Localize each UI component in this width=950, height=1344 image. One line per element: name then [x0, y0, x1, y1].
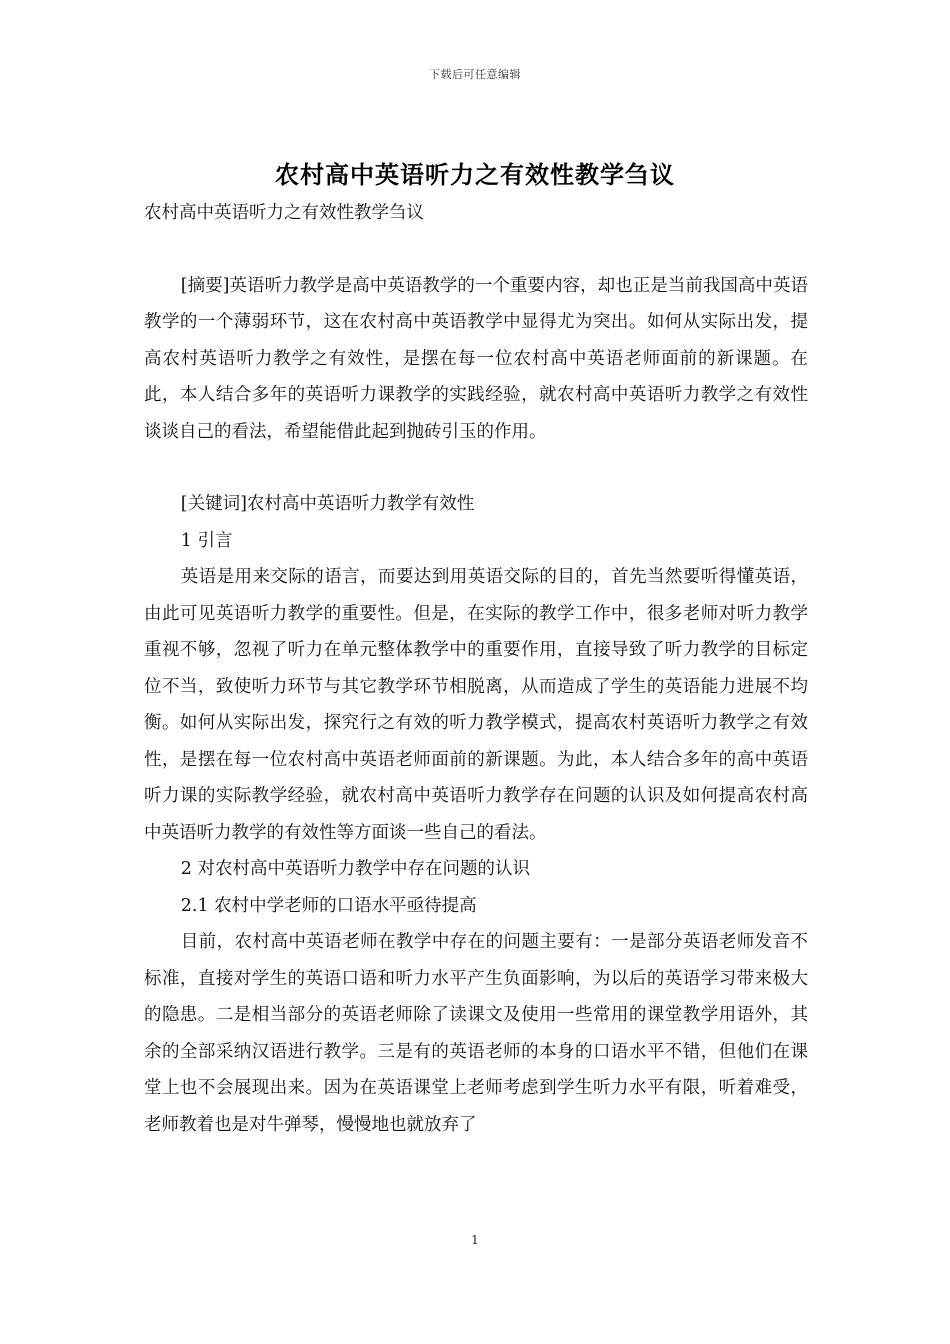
section-heading-1: 1 引言: [180, 530, 233, 551]
section-1-paragraph: 英语是用来交际的语言，而要达到用英语交际的目的，首先当然要听得懂英语，由此可见英语听力教学的重要性。但是，在实际的教学工作中，很多老师对听力教学重视不够，忽视了听力在单元整体教学中的重要作用，直接导致了听力教学的目标定位不当，致使听力环节与其它教学环节相脱离，从而造成了学生的英语能力进展不均衡。如何从实际出发，探究行之有效的听力教学模式，提高农村英语听力教学之有效性，是摆在每一位农村高中英语老师面前的新课题。为此，本人结合多年的高中英语听力课的实际教学经验，就农村高中英语听力教学存在问题的认识及如何提高农村高中英语听力教学的有效性等方面谈一些自己的看法。: [144, 567, 808, 843]
keywords-line: [关键词]农村高中英语听力教学有效性: [180, 494, 475, 514]
page-number: 1: [471, 1233, 479, 1247]
section-heading-2-1: 2.1 农村中学老师的口语水平亟待提高: [180, 895, 477, 916]
subtitle-line: 农村高中英语听力之有效性教学刍议: [144, 203, 424, 223]
section-2-1-paragraph: 目前，农村高中英语老师在教学中存在的问题主要有：一是部分英语老师发音不标准，直接对学生的英语口语和听力水平产生负面影响，为以后的英语学习带来极大的隐患。二是相当部分的英语老师除了读课文及使用一些常用的课堂教学用语外，其余的全部采纳汉语进行教学。三是有的英语老师的本身的口语水平不错，但他们在课堂上也不会展现出来。因为在英语课堂上老师考虑到学生听力水平有限，听着难受，老师教着也是对牛弹琴，慢慢地也就放弃了: [144, 932, 808, 1135]
section-heading-2: 2 对农村高中英语听力教学中存在问题的认识: [180, 859, 530, 879]
abstract-paragraph: [摘要]英语听力教学是高中英语教学的一个重要内容，却也正是当前我国高中英语教学的一个薄弱环节，这在农村高中英语教学中显得尤为突出。如何从实际出发，提高农村英语听力教学之有效性，是摆在每一位农村高中英语老师面前的新课题。在此，本人结合多年的英语听力课教学的实践经验，就农村高中英语听力教学之有效性谈谈自己的看法，希望能借此起到抛砖引玉的作用。: [144, 275, 808, 442]
document-title: 农村高中英语听力之有效性教学刍议: [275, 160, 675, 189]
header-note: 下载后可任意编辑: [429, 68, 521, 81]
document-body: [144, 195, 808, 1143]
